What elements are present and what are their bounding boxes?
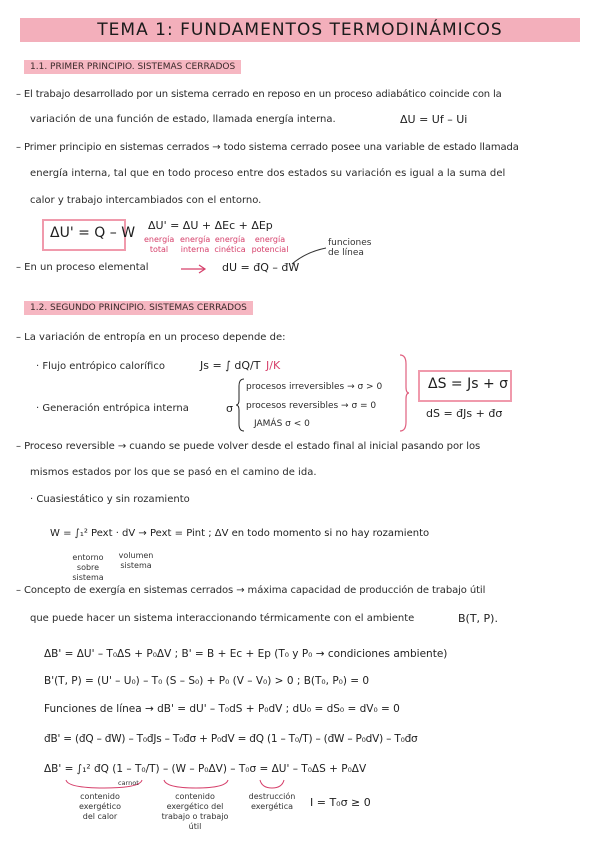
text-reversible: procesos reversibles → σ = 0	[246, 401, 377, 411]
text-s2-p3b: que puede hacer un sistema interaccionando térmicamente con el ambiente	[30, 613, 415, 624]
label-carnot: carnot	[118, 779, 139, 787]
page-title: TEMA 1: FUNDAMENTOS TERMODINÁMICOS	[97, 20, 503, 40]
label-line-functions: funciones de línea	[328, 238, 372, 258]
text-generacion: · Generación entrópica interna	[36, 403, 189, 414]
label-contenido-calor: contenido exergético del calor	[79, 792, 121, 821]
section-heading-1-2: 1.2. SEGUNDO PRINCIPIO. SISTEMAS CERRADOS	[24, 301, 253, 315]
eq-entropy-diff: dS = đJs + đσ	[426, 407, 503, 420]
unit-jk: J/K	[266, 359, 281, 372]
section-heading-1-1: 1.1. PRIMER PRINCIPIO. SISTEMAS CERRADOS	[24, 60, 241, 74]
text-s2-p2a: – Proceso reversible → cuando se puede volver desde el estado final al inicial pasando por los	[16, 441, 481, 452]
text-p2a: – Primer principio en sistemas cerrados → todo sistema cerrado posee una variable de estado llamada	[16, 142, 519, 153]
text-s2-p2b: mismos estados por los que se pasó en el camino de ida.	[30, 467, 317, 478]
symbol-sigma: σ	[226, 402, 233, 415]
eq-energy-sum: ΔU' = ΔU + ΔEc + ΔEp	[148, 219, 273, 232]
label-internal-energy: energía interna	[180, 235, 211, 254]
text-s2-p3a: – Concepto de exergía en sistemas cerrados → máxima capacidad de producción de trabajo útil	[16, 585, 486, 596]
eq-work: W = ∫₁² Pext · dV → Pext = Pint ; ΔV en todo momento si no hay rozamiento	[50, 528, 430, 539]
text-p1a: – El trabajo desarrollado por un sistema cerrado en reposo en un proceso adiabático coincide con la	[16, 89, 502, 100]
label-contenido-trabajo: contenido exergético del trabajo o trabajo útil	[161, 792, 229, 831]
eq-irreversibility: I = T₀σ ≥ 0	[310, 796, 371, 809]
eq-exergy-1: ΔB' = ΔU' – T₀ΔS + P₀ΔV ; B' = B + Ec + Ep (T₀ y P₀ → condiciones ambiente)	[44, 648, 448, 660]
text-p2b: energía interna, tal que en todo proceso entre dos estados su variación es igual a la suma del	[30, 168, 506, 179]
label-entorno: entorno sobre sistema	[72, 553, 104, 582]
label-destruccion: destrucción exergética	[248, 792, 296, 811]
label-kinetic-energy: energía cinética	[214, 235, 246, 254]
eq-exergy-2: B'(T, P) = (U' – U₀) – T₀ (S – S₀) + P₀ (V – V₀) > 0 ; B(T₀, P₀) = 0	[44, 675, 370, 687]
text-p3: – En un proceso elemental	[16, 262, 149, 273]
text-p1b: variación de una función de estado, llamada energía interna.	[30, 114, 336, 125]
text-p2c: calor y trabajo intercambiados con el entorno.	[30, 195, 262, 206]
eq-elemental: dU = đQ – đW	[222, 261, 300, 274]
text-s2-p1: – La variación de entropía en un proceso depende de:	[16, 332, 286, 343]
label-volumen: volumen sistema	[118, 551, 154, 570]
label-total-energy: energía total	[144, 235, 175, 254]
pointer-arrow-icon	[290, 244, 330, 266]
text-cuasi: · Cuasiestático y sin rozamiento	[30, 494, 190, 505]
eq-b-tp: B(T, P).	[458, 612, 498, 625]
brace-icon	[236, 378, 246, 432]
eq-exergy-3: Funciones de línea → dB' = dU' – T₀dS + P₀dV ; dU₀ = dS₀ = dV₀ = 0	[44, 703, 400, 715]
underbraces-icon	[64, 778, 304, 792]
brace-right-icon	[398, 354, 410, 432]
arrow-icon	[180, 264, 208, 274]
eq-exergy-4: đB' = (đQ – đW) – T₀đJs – T₀đσ + P₀dV = đQ (1 – T₀/T) – (đW – P₀dV) – T₀đσ	[44, 733, 418, 745]
text-flujo: · Flujo entrópico calorífico	[36, 361, 165, 372]
eq-delta-u: ΔU = Uf – Ui	[400, 113, 468, 126]
text-irreversible: procesos irreversibles → σ > 0	[246, 382, 383, 392]
label-potential-energy: energía potencial	[251, 235, 289, 254]
eq-first-law: ΔU' = Q – W	[50, 225, 136, 241]
eq-entropy: ΔS = Js + σ	[428, 376, 509, 392]
eq-exergy-5: ΔB' = ∫₁² đQ (1 – T₀/T) – (W – P₀ΔV) – T₀σ = ΔU' – T₀ΔS + P₀ΔV	[44, 763, 367, 775]
eq-js: Js = ∫ dQ/T	[200, 359, 261, 372]
text-never: JAMÁS σ < 0	[254, 419, 310, 429]
